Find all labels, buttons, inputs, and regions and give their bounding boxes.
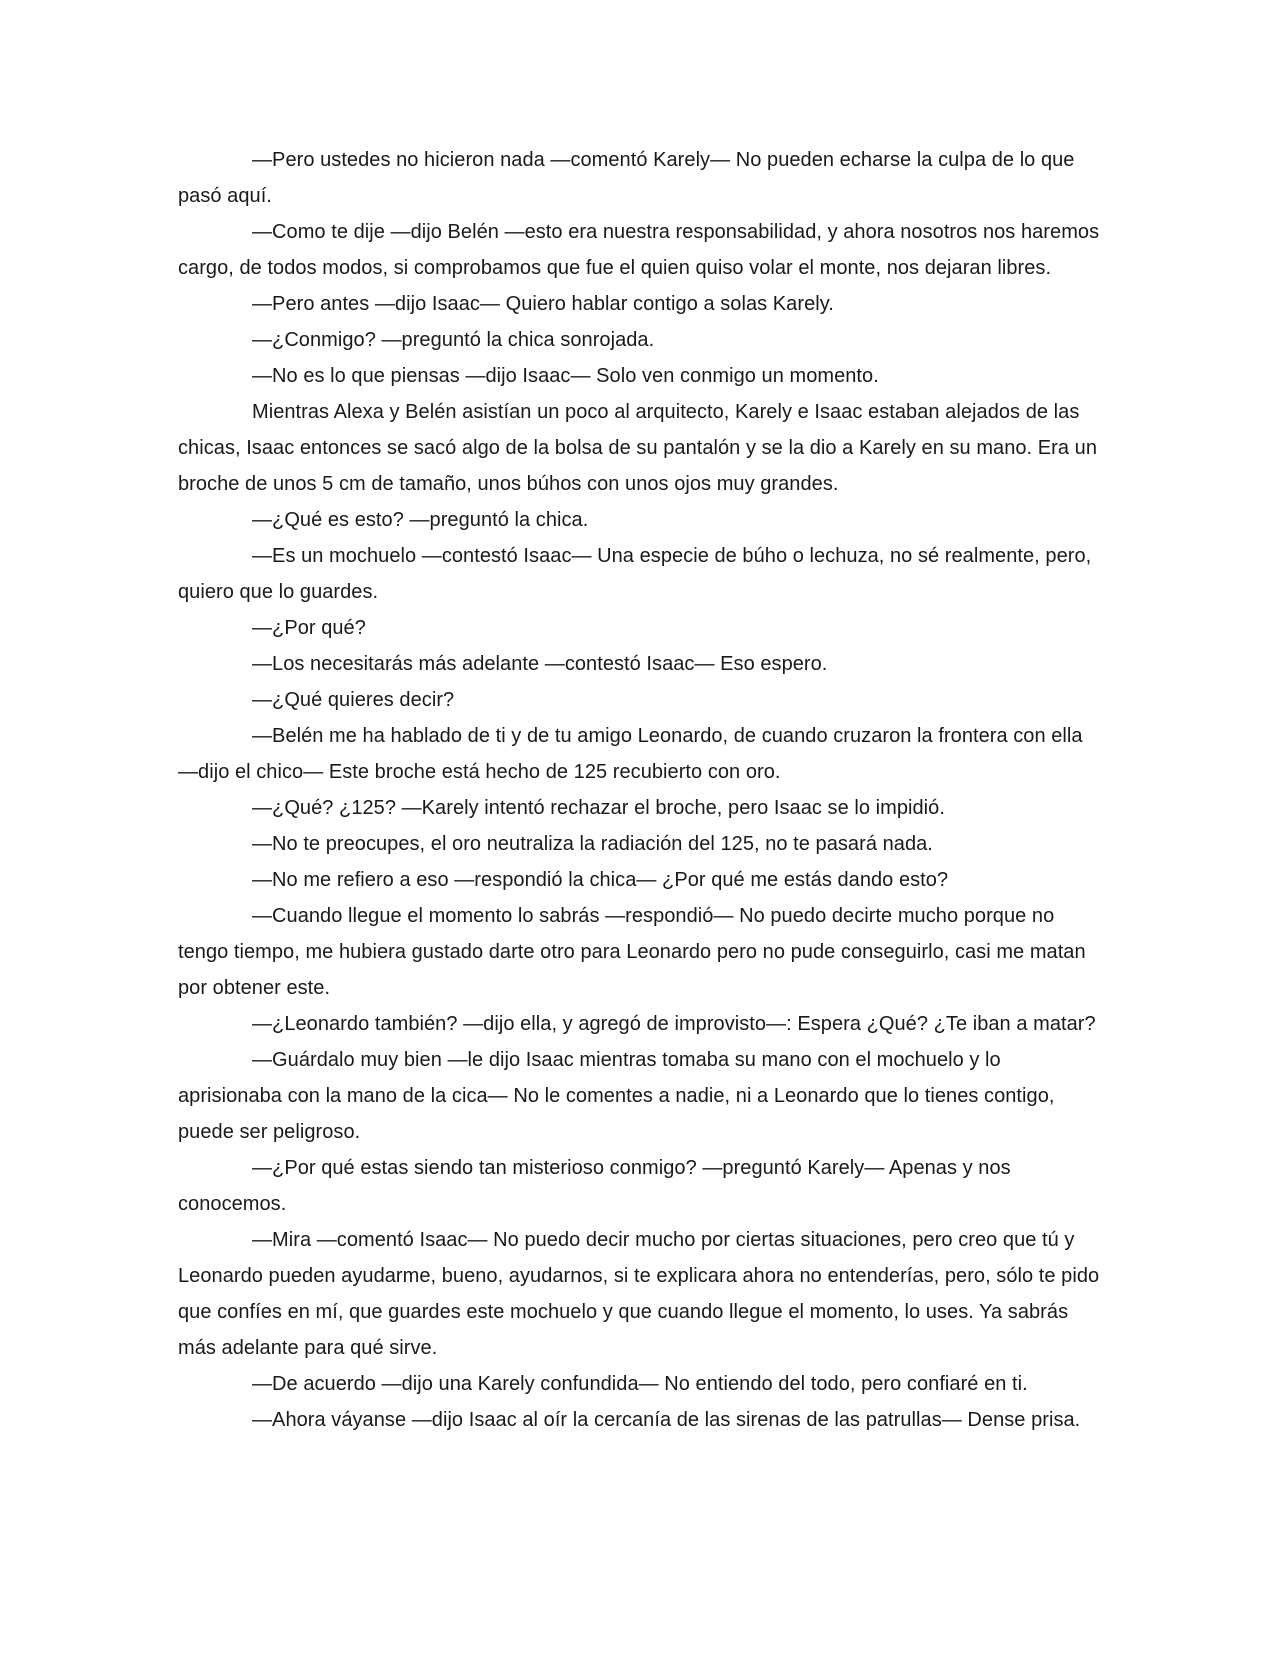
- paragraph: —De acuerdo —dijo una Karely confundida— No entiendo del todo, pero confiaré en ti.: [252, 1373, 1028, 1395]
- paragraph: —¿Qué quieres decir?: [252, 689, 455, 711]
- paragraph: —Pero ustedes no hicieron nada —comentó Karely— No pueden echarse la culpa de lo que pasó aquí.: [178, 149, 1075, 207]
- paragraph: —Como te dije —dijo Belén —esto era nuestra responsabilidad, y ahora nosotros nos haremos cargo, de todos modos, si comprobamos que fue el quien quiso volar el monte, nos dejaran libres.: [178, 221, 1100, 279]
- paragraph: —No es lo que piensas —dijo Isaac— Solo ven conmigo un momento.: [252, 365, 879, 387]
- paragraph: —Guárdalo muy bien —le dijo Isaac mientras tomaba su mano con el mochuelo y lo aprisionaba con la mano de la cica— No le comentes a nadie, ni a Leonardo que lo tienes contigo, puede ser peligroso.: [178, 1049, 1055, 1143]
- paragraph: —¿Leonardo también? —dijo ella, y agregó de improvisto—: Espera ¿Qué? ¿Te iban a matar?: [252, 1013, 1096, 1035]
- paragraph: —¿Por qué?: [252, 617, 366, 639]
- paragraph: —Ahora váyanse —dijo Isaac al oír la cercanía de las sirenas de las patrullas— Dense prisa.: [252, 1409, 1081, 1431]
- paragraph: —No me refiero a eso —respondió la chica— ¿Por qué me estás dando esto?: [252, 869, 949, 891]
- paragraph: —Mira —comentó Isaac— No puedo decir mucho por ciertas situaciones, pero creo que tú y Leonardo pueden ayudarme, bueno, ayudarnos, si te explicara ahora no entenderías, pero, sólo te pido que confíes en mí, que guardes este mochuelo y que cuando llegue el momento, lo uses. Ya sabrás más adelante para qué sirve.: [178, 1229, 1100, 1359]
- paragraph: —No te preocupes, el oro neutraliza la radiación del 125, no te pasará nada.: [252, 833, 933, 855]
- paragraph: —Es un mochuelo —contestó Isaac— Una especie de búho o lechuza, no sé realmente, pero, quiero que lo guardes.: [178, 545, 1092, 603]
- paragraph: —Los necesitarás más adelante —contestó Isaac— Eso espero.: [252, 653, 828, 675]
- paragraph: —¿Qué? ¿125? —Karely intentó rechazar el broche, pero Isaac se lo impidió.: [252, 797, 945, 819]
- paragraph: —Belén me ha hablado de ti y de tu amigo Leonardo, de cuando cruzaron la frontera con ella —dijo el chico— Este broche está hecho de 125 recubierto con oro.: [178, 725, 1083, 783]
- paragraph: —Cuando llegue el momento lo sabrás —respondió— No puedo decirte mucho porque no tengo tiempo, me hubiera gustado darte otro para Leonardo pero no pude conseguirlo, casi me matan por obtener este.: [178, 905, 1086, 999]
- paragraph: —Pero antes —dijo Isaac— Quiero hablar contigo a solas Karely.: [252, 293, 834, 315]
- paragraph: —¿Por qué estas siendo tan misterioso conmigo? —preguntó Karely— Apenas y nos conocemos.: [178, 1157, 1011, 1215]
- paragraph: Mientras Alexa y Belén asistían un poco al arquitecto, Karely e Isaac estaban alejados de las chicas, Isaac entonces se sacó algo de la bolsa de su pantalón y se la dio a Karely en su mano. Era un broche de unos 5 cm de tamaño, unos búhos con unos ojos muy grandes.: [178, 401, 1097, 495]
- paragraph: —¿Conmigo? —preguntó la chica sonrojada.: [252, 329, 655, 351]
- document-page: [178, 142, 1100, 1438]
- paragraph: —¿Qué es esto? —preguntó la chica.: [252, 509, 589, 531]
